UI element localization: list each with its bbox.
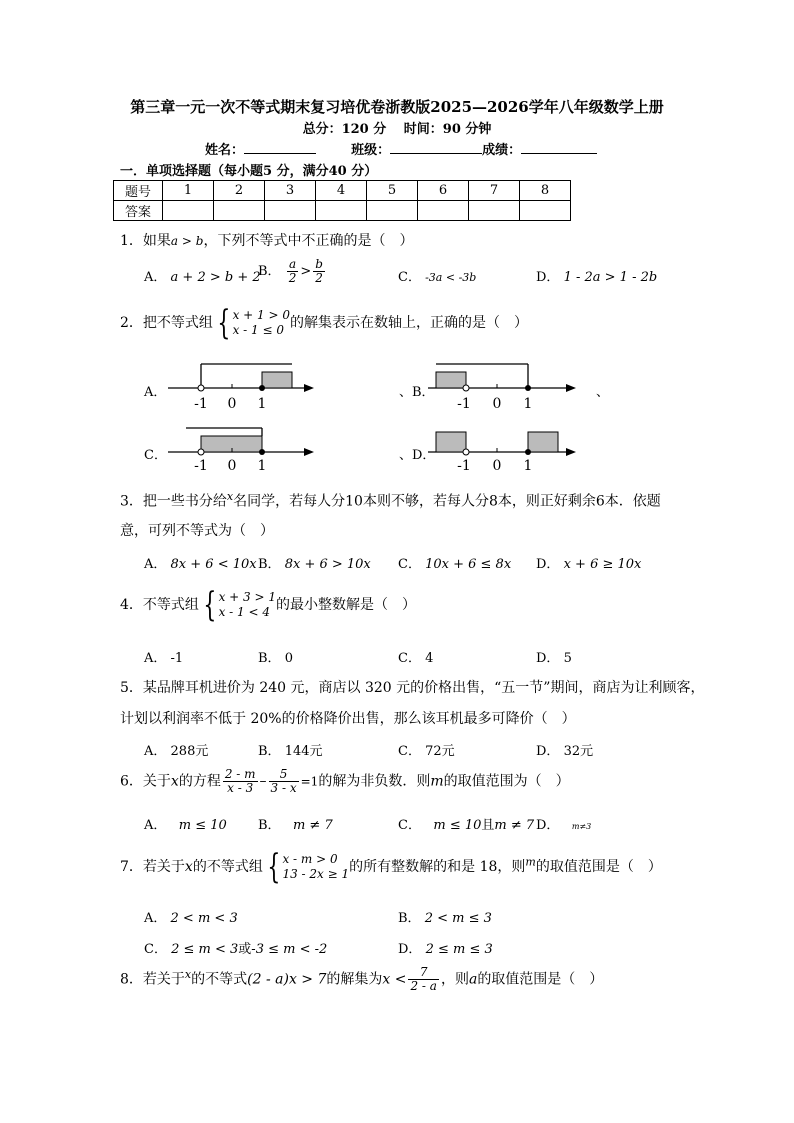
page-title: 第三章一元一次不等式期末复习培优卷浙教版2025—2026学年八年级数学上册 [130, 98, 664, 116]
svg-text:-1: -1 [194, 396, 208, 412]
class-label: 班级： [351, 143, 391, 158]
answer-cell[interactable] [367, 201, 418, 221]
svg-text:-1: -1 [457, 396, 471, 412]
question-5-line-2: 计划以利润率不低于 20%的价格降价出售，那么该耳机最多可降价（ ） [120, 711, 576, 727]
name-label: 姓名： [205, 143, 245, 158]
table-col-4: 4 [316, 181, 367, 201]
q1-option-c[interactable]: C． -3a < -3b [398, 270, 477, 285]
table-col-5: 5 [367, 181, 418, 201]
question-8-stem: 8．若关于$^x$的不等式(2 - a)x > 7的解集为x < $\frac{7}{2 - a}$ ，则a的取值范围是（ ） [120, 965, 604, 993]
exam-meta: 总分：120 分 时间：90 分钟 [302, 122, 492, 137]
q2-number-line-a[interactable] [168, 360, 316, 420]
table-header-label: 题号 [114, 181, 163, 201]
table-header-row [114, 181, 571, 201]
question-6-stem: 6．关于x的方程 $\frac{2 - m}{x - 3}$ – $\frac{5}{3 - x}$ =1的解为非负数．则m的取值范围为（ ） [120, 767, 570, 795]
q6-option-c[interactable]: C． m ≤ 10且m ≠ 7 [398, 818, 535, 833]
q4-option-c[interactable]: C． 4 [398, 651, 434, 666]
q4-option-a[interactable]: A． -1 [144, 651, 184, 666]
section-heading: 一．单项选择题（每小题5 分，满分40 分） [120, 164, 378, 179]
table-col-6: 6 [418, 181, 469, 201]
q1-option-a[interactable]: A． a + 2 > b + 2 [144, 270, 261, 285]
question-3-line-2: 意，可列不等式为（ ） [120, 523, 274, 539]
q3-option-c[interactable]: C． 10x + 6 ≤ 8x [398, 557, 512, 572]
q3-option-b[interactable]: B． 8x + 6 > 10x [258, 557, 371, 572]
table-col-1: 1 [163, 181, 214, 201]
table-col-7: 7 [469, 181, 520, 201]
q6-option-d[interactable]: D． m≠3 [536, 818, 592, 833]
table-answer-label: 答案 [114, 201, 163, 221]
q5-option-a[interactable]: A． 288元 [144, 744, 209, 759]
q2-option-c-label[interactable]: C． [144, 448, 167, 463]
q6-option-a[interactable]: A． m ≤ 10 [144, 818, 227, 833]
answer-cell[interactable] [520, 201, 571, 221]
svg-text:-1: -1 [457, 458, 471, 474]
q3-option-a[interactable]: A． 8x + 6 < 10x [144, 557, 257, 572]
q1-option-b[interactable]: B． $\frac{a}{2}$ > $\frac{b}{2}$ [258, 257, 323, 285]
question-3-line-1: 3．把一些书分给$^x$名同学，若每人分10本则不够，若每人分8本，则正好剩余6本．依题 [120, 490, 661, 510]
answer-cell[interactable] [469, 201, 520, 221]
svg-text:1: 1 [523, 396, 533, 412]
svg-text:1: 1 [257, 458, 267, 474]
q2-number-line-b[interactable] [428, 360, 578, 420]
question-1-stem: 1．如果a > b，下列不等式中不正确的是（ ） [120, 233, 414, 249]
table-answer-row [114, 201, 571, 221]
answer-cell[interactable] [214, 201, 265, 221]
table-col-2: 2 [214, 181, 265, 201]
student-info-row [205, 139, 597, 158]
q2-option-d-label[interactable]: 、D． [399, 448, 436, 463]
q7-option-b[interactable]: B． 2 < m ≤ 3 [398, 911, 492, 926]
svg-text:1: 1 [257, 396, 267, 412]
q1-option-d[interactable]: D． 1 - 2a > 1 - 2b [536, 270, 658, 285]
svg-text:0: 0 [227, 396, 237, 412]
svg-text:0: 0 [492, 458, 502, 474]
question-4-stem: 4．不等式组 { x + 3 > 1 x - 1 < 4 的最小整数解是（ ） [120, 585, 416, 625]
name-field[interactable] [244, 141, 316, 154]
question-5-line-1: 5．某品牌耳机进价为 240 元，商店以 320 元的价格出售，“五一节”期间，商店为让利顾客， [120, 680, 705, 696]
svg-text:0: 0 [492, 396, 502, 412]
q2-trailing-mark: 、 [596, 385, 610, 400]
table-col-3: 3 [265, 181, 316, 201]
q4-option-d[interactable]: D． 5 [536, 651, 572, 666]
q2-number-line-d[interactable] [428, 424, 578, 480]
q6-option-b[interactable]: B． m ≠ 7 [258, 818, 333, 833]
answer-table [113, 180, 571, 221]
score-field[interactable] [521, 141, 597, 154]
q7-option-c[interactable]: C． 2 ≤ m < 3或-3 ≤ m < -2 [144, 942, 328, 957]
q5-option-b[interactable]: B． 144元 [258, 744, 323, 759]
q7-option-d[interactable]: D． 2 ≤ m ≤ 3 [398, 942, 493, 957]
q3-option-d[interactable]: D． x + 6 ≥ 10x [536, 557, 642, 572]
q5-option-d[interactable]: D． 32元 [536, 744, 594, 759]
answer-cell[interactable] [163, 201, 214, 221]
q4-option-b[interactable]: B． 0 [258, 651, 293, 666]
question-7-stem: 7．若关于x的不等式组 { x - m > 0 13 - 2x ≥ 1 的所有整数解的和是 18，则$^m$的取值范围是（ ） [120, 847, 662, 887]
q2-option-a-label[interactable]: A． [144, 385, 167, 400]
q2-number-line-c[interactable] [168, 424, 316, 480]
answer-cell[interactable] [316, 201, 367, 221]
q2-option-b-label[interactable]: 、B． [399, 385, 435, 400]
svg-text:-1: -1 [194, 458, 208, 474]
score-label: 成绩： [482, 143, 522, 158]
q7-option-a[interactable]: A． 2 < m < 3 [144, 911, 238, 926]
class-field[interactable] [390, 141, 482, 154]
svg-text:1: 1 [523, 458, 533, 474]
q5-option-c[interactable]: C． 72元 [398, 744, 455, 759]
answer-cell[interactable] [418, 201, 469, 221]
table-col-8: 8 [520, 181, 571, 201]
question-2-stem: 2．把不等式组 { x + 1 > 0 x - 1 ≤ 0 的解集表示在数轴上，正确的是（ ） [120, 303, 528, 343]
answer-cell[interactable] [265, 201, 316, 221]
svg-text:0: 0 [227, 458, 237, 474]
